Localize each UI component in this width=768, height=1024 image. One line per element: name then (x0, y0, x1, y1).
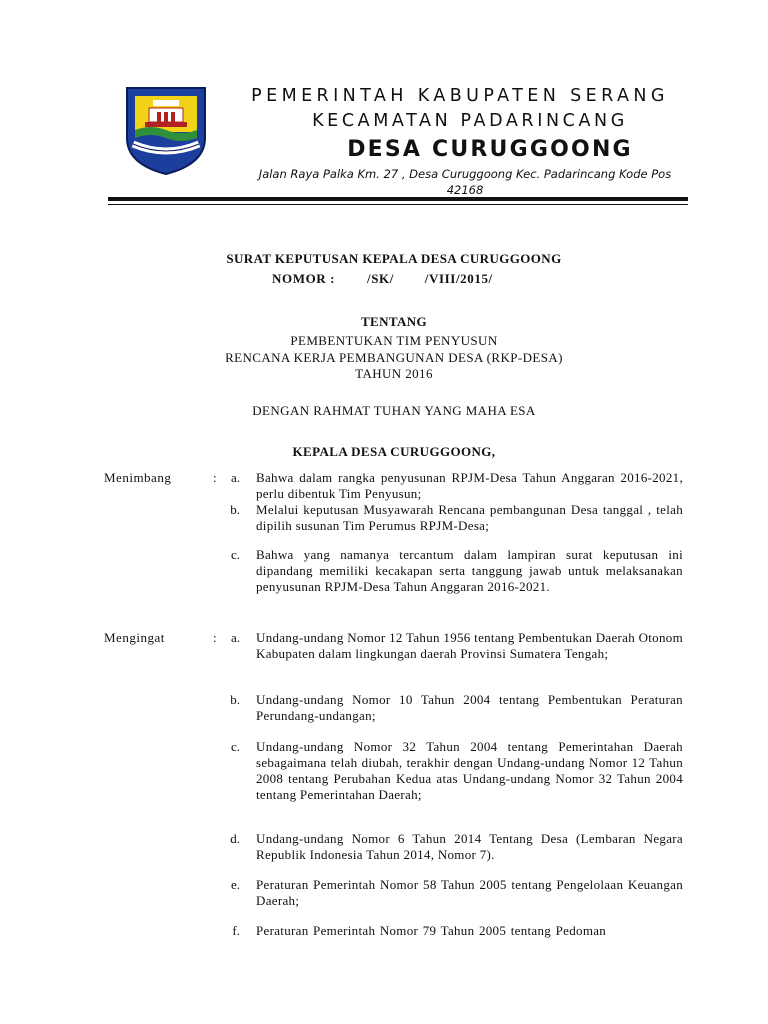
mengingat-a-text: Undang-undang Nomor 12 Tahun 1956 tentang Pembentukan Daerah Otonom Kabupaten dalam lingkungan daerah Provinsi Sumatera Tengah; (256, 630, 683, 661)
letterhead-address: Jalan Raya Palka Km. 27 , Desa Curuggoong Kec. Padarincang Kode Pos 42168 (258, 167, 672, 197)
letterhead-village: DESA CURUGGOONG (347, 137, 633, 162)
mengingat-f-letter: f. (232, 923, 240, 938)
letterhead-district: KECAMATAN PADARINCANG (312, 111, 628, 131)
menimbang-label: Menimbang (104, 470, 172, 485)
mengingat-e-text: Peraturan Pemerintah Nomor 58 Tahun 2005 tentang Pengelolaan Keuangan Daerah; (256, 877, 683, 908)
tentang-label: TENTANG (360, 314, 428, 329)
mengingat-colon: : (213, 630, 217, 645)
letterhead-divider-thin (108, 204, 688, 205)
menimbang-c-text: Bahwa yang namanya tercantum dalam lampiran surat keputusan ini dipandang memiliki kecakapan serta tanggung jawab untuk melaksanakan penyusunan RPJM-Desa Tahun Anggaran 2016-2021. (256, 547, 683, 594)
letterhead-divider-thick (108, 197, 688, 201)
decree-title: SURAT KEPUTUSAN KEPALA DESA CURUGGOONG (226, 251, 562, 266)
mengingat-e-letter: e. (230, 877, 240, 892)
menimbang-b-text: Melalui keputusan Musyawarah Rencana pembangunan Desa tanggal , telah dipilih susunan Tim Perumus RPJM-Desa; (256, 502, 683, 533)
menimbang-colon: : (213, 470, 217, 485)
subject-line-3: TAHUN 2016 (355, 366, 433, 381)
subject-line-1: PEMBENTUKAN TIM PENYUSUN (290, 333, 498, 348)
decree-number-label: NOMOR : (272, 271, 336, 286)
mengingat-c-text: Undang-undang Nomor 32 Tahun 2004 tentang Pemerintahan Daerah sebagaimana telah diubah, terakhir dengan Undang-undang Nomor 12 Tahun 2008 tentang Perubahan Kedua atas Undang-undang Nomor 32 Tahun 2004 tentang Pemerintahan Daerah; (256, 739, 683, 802)
mengingat-d-letter: d. (230, 831, 240, 846)
mengingat-c-letter: c. (230, 739, 240, 754)
mengingat-b-letter: b. (230, 692, 240, 707)
mengingat-d-text: Undang-undang Nomor 6 Tahun 2014 Tentang Desa (Lembaran Negara Republik Indonesia Tahun 2014, Nomor 7). (256, 831, 683, 862)
letterhead-government: PEMERINTAH KABUPATEN SERANG (251, 86, 669, 106)
mengingat-label: Mengingat (104, 630, 165, 645)
menimbang-a-text: Bahwa dalam rangka penyusunan RPJM-Desa Tahun Anggaran 2016-2021, perlu dibentuk Tim Penyusun; (256, 470, 683, 501)
menimbang-b-letter: b. (230, 502, 240, 517)
village-head-heading: KEPALA DESA CURUGGOONG, (292, 444, 496, 459)
menimbang-c-letter: c. (230, 547, 240, 562)
mengingat-a-letter: a. (230, 630, 240, 645)
subject-line-2: RENCANA KERJA PEMBANGUNAN DESA (RKP-DESA) (225, 350, 563, 365)
decree-number-value: /SK/ /VIII/2015/ (367, 271, 493, 286)
mengingat-f-text: Peraturan Pemerintah Nomor 79 Tahun 2005 tentang Pedoman (256, 923, 607, 938)
menimbang-a-letter: a. (230, 470, 240, 485)
invocation: DENGAN RAHMAT TUHAN YANG MAHA ESA (252, 403, 536, 418)
mengingat-b-text: Undang-undang Nomor 10 Tahun 2004 tentang Pembentukan Peraturan Perundang-undangan; (256, 692, 683, 723)
regency-logo (123, 86, 209, 176)
